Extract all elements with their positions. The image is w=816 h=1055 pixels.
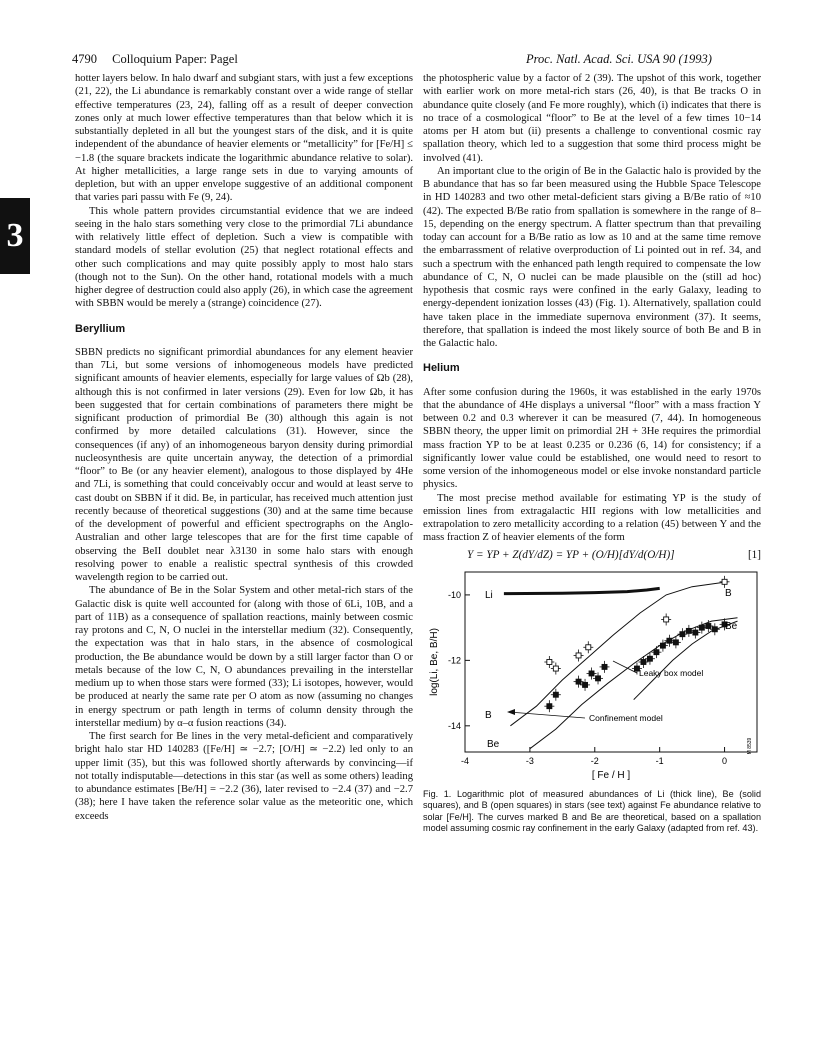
label-leaky-box: Leaky box model [639,667,704,678]
paragraph-sbbn: SBBN predicts no significant primordial abundances for any element heavier than 7Li, but some versions of inhomogeneous models have predicted significant amounts of heavier elements, especially for large values of Ωb (28), although this is not confirmed in later versions (29). Even for low Ωb, it has been suggested that for certain combinations of parameters there might be significant production of primordial Be (30) although this again is not confirmed by more detailed calculations (31). However, since the consequences (if any) of an inhomogeneous baryon density during primordial nucleosynthesis are quite uncertain anyway, the detection of a primordial “floor” to Be (or any heavier element), analogous to those displayed by 4He and 7Li, is something that could conceivably occur and would at least serve to cast doubt on SBBN if it did. Be, in particular, has received much attention just recently because of theoretical suggestions (30) and at the same time because of the development of powerful and efficient spectrographs on the Anglo-Australian and other large telescopes that are for the first time capable of observing the BeII doublet near λ3130 in some halo stars with enough resolving power to enable a realistic spectral synthesis of this crowded wavelength region to be carried out. [75,346,413,583]
equation-number: [1] [747,548,761,561]
label-b-top: B [725,587,732,599]
equation-formula: Y = YP + Z(dY/dZ) = YP + (O/H)[dY/d(O/H)] [467,548,675,561]
be-point [647,656,652,661]
left-column [75,72,413,823]
section-tab: 3 [0,198,30,274]
paragraph-continued: the photospheric value by a factor of 2 (39). The upshot of this work, together with earlier work on more metal-rich stars (26, 40), is that Be tracks O in abundance quite closely (and Fe more roughly), which (i) indicates that there is no trace of a cosmological “floor” to Be at the level of a few times 10−14 atoms per H atom but (ii) presents a challenge to conventional cosmic ray spallation theory, which led to a suggestion that some third process might be involved (41). [423,73,761,164]
b-point [576,653,581,658]
corner-code: M 8539 [747,737,753,755]
caption-label: Fig. 1. [423,789,452,799]
be-point [553,692,558,697]
be-point [673,640,678,645]
b-point [722,579,727,584]
figure-1 [423,566,761,835]
be-point [602,664,607,669]
abundance-chart [423,566,761,781]
y-tick-label: -10 [447,589,461,600]
series-line-li [504,588,660,593]
be-point [583,682,588,687]
paragraph-precise-method: The most precise method available for estimating YP is the study of emission lines from extragalactic HII regions with low metallicities and extrapolation to zero metallicity according to a relation (45) between Y and the mass fraction Z of heavier elements of the form [423,492,761,544]
x-tick-label: 0 [722,755,728,766]
paragraph-first-search: The first search for Be lines in the very metal-deficient and comparatively bright halo star HD 140283 ([Fe/H] ≃ −2.7; [O/H] ≃ −2.2) led only to an upper limit (35), but this was followed shortly afterwards by convincing—if not totally indisputable—detections in this star (as well as some others) leading to abundance estimates [Be/H] = −2.2 (36), later revised to −2.4 (37) and −2.7 (38); here I have taken the reference solar value as the meteoritic one, which exceeds [75,731,413,822]
series-line-be-confinement-model [530,618,738,749]
running-header-left [72,52,238,67]
leaky-box-pointer [613,661,637,673]
be-point [547,703,552,708]
equation-1 [423,549,761,562]
be-point [712,627,717,632]
be-point [706,623,711,628]
be-point [693,630,698,635]
paragraph-helium: After some confusion during the 1960s, it was established in the early 1970s that the abundance of 4He displays a universal “floor” with a mass fraction Y between 0.2 and 0.3 wherever it can be measured (7, 44). In homogeneous SBBN theory, the upper limit on primordial 2H + 3He requires the primordial mass fraction YP to be at least 0.235 or 0.236 (6, 14) for consistency; if a significantly lower value could be established, one would need to resort to some version of the inhomogeneous model or else invoke nonstandard particle physics. [423,386,761,491]
y-tick-label: -14 [447,720,461,731]
journal-citation: Proc. Natl. Acad. Sci. USA 90 (1993) [526,52,712,66]
right-column [423,72,761,835]
heading-helium: Helium [423,362,460,375]
paragraph-li-intro: hotter layers below. In halo dwarf and subgiant stars, with just a few exceptions (21, 22), the Li abundance is remarkably constant over a wide range of stellar effective temperatures (23, 24), falling off as a result of deeper convection zones only at much lower effective temperatures than that below which it is substantially depleted in all but the youngest stars of the disk, and it is quite independent of the abundance of heavier elements or “metallicity” for [Fe/H] ≤ −1.8 (the square brackets indicate the logarithmic abundance relative to solar). At higher metallicities, a large range sets in due to varying amounts of depletion, but with an upper envelope suggestive of an additional component that varies pari passu with Fe (9, 24). [75,73,413,204]
figure-caption [423,789,761,835]
label-be-left: Be [487,738,500,750]
be-point [641,659,646,664]
x-tick-label: -4 [460,755,470,766]
label-li: Li [485,589,493,601]
be-point [654,649,659,654]
x-tick-label: -1 [655,755,664,766]
be-point [660,643,665,648]
x-tick-label: -2 [590,755,599,766]
paragraph-li-pattern: This whole pattern provides circumstantial evidence that we are indeed seeing in the halo stars something very close to the primordial 7Li abundance with relatively little effect of depletion. Such a view is compatible with standard models of stellar evolution (25) that neglect rotational effects and other such complications and may quite possibly apply to most halo stars (though not to the Sun). On the other hand, rotational models with a much higher degree of destruction could also apply (26), in which case the agreement with SBBN would be merely a (strange) coincidence (27). [75,205,413,310]
be-point [576,679,581,684]
be-point [680,631,685,636]
label-be-right: Be [725,620,738,632]
confinement-pointer-head [507,709,515,715]
b-point [664,617,669,622]
y-axis-label: log(Li, Be, B/H) [429,627,440,696]
caption-text: Logarithmic plot of measured abundances of Li (thick line), Be (solid squares), and B (open squares) in stars (see text) against Fe abundance relative to solar [Fe/H]. The curves marked B and Be are theoretical, based on a spallation model assuming cosmic ray confinement in the early Galaxy (adapted from ref. 43). [423,789,761,834]
section-title: Colloquium Paper: Pagel [112,52,238,66]
x-axis-label: [ Fe / H ] [591,769,631,781]
series-line-b-confinement-model [510,582,727,726]
y-tick-label: -12 [447,655,461,666]
be-point [596,676,601,681]
paragraph-solar-be: The abundance of Be in the Solar System and other metal-rich stars of the Galactic disk is quite well accounted for (along with those of 6Li, 10B, and a part of 11B) as a consequence of spallation reactions, mainly between cosmic ray protons and C, N, O nuclei in the interstellar medium (32). Consequently, the expectation was that in halo stars, in the absence of cosmological production, the Be abundance would be down by a still larger factor than O or metals because of the low C, N, O abundances prevailing in the interstellar medium up to when those stars were formed (33); Li isotopes, however, would be produced at nearly the same rate per O atom as now (assuming no changes in energy spectrum or path length in terms of column density through the interstellar medium) by α–α fusion reactions (34). [75,585,413,729]
label-confinement: Confinement model [589,712,663,723]
x-tick-label: -3 [525,755,534,766]
label-b-left: B [485,709,492,721]
b-point [547,659,552,664]
plot-frame [465,572,757,755]
b-point [553,666,558,671]
page-number: 4790 [72,52,97,66]
heading-beryllium: Beryllium [75,322,126,335]
be-point [589,671,594,676]
b-point [586,645,591,650]
paragraph-boron: An important clue to the origin of Be in the Galactic halo is provided by the B abundance that has so far been measured using the Hubble Space Telescope in HD 140283 and two other metal-deficient stars giving a B/Be ratio of ≈10 (42). The expected B/Be ratio from spallation is somewhere in the range of 8–15, depending on the energy spectrum. A flatter spectrum than that prevailing today can account for a B/Be ratio as low as 10 and at the same time remove the embarrassment of relative overproduction of Li pointed out in ref. 34, and such a spectrum with the enhanced path length required to compensate the low abundance of C, N, O nuclei can be made plausible on the (still ad hoc) hypothesis that cosmic rays were confined in the early Galaxy, leading to energy-dependent ionization losses (43) (Fig. 1). Alternatively, spallation could have taken place in the immediate supernova environment (37). It seems, therefore, that spallation is indeed the most likely source of both Be and B in the Galactic halo. [423,165,761,349]
